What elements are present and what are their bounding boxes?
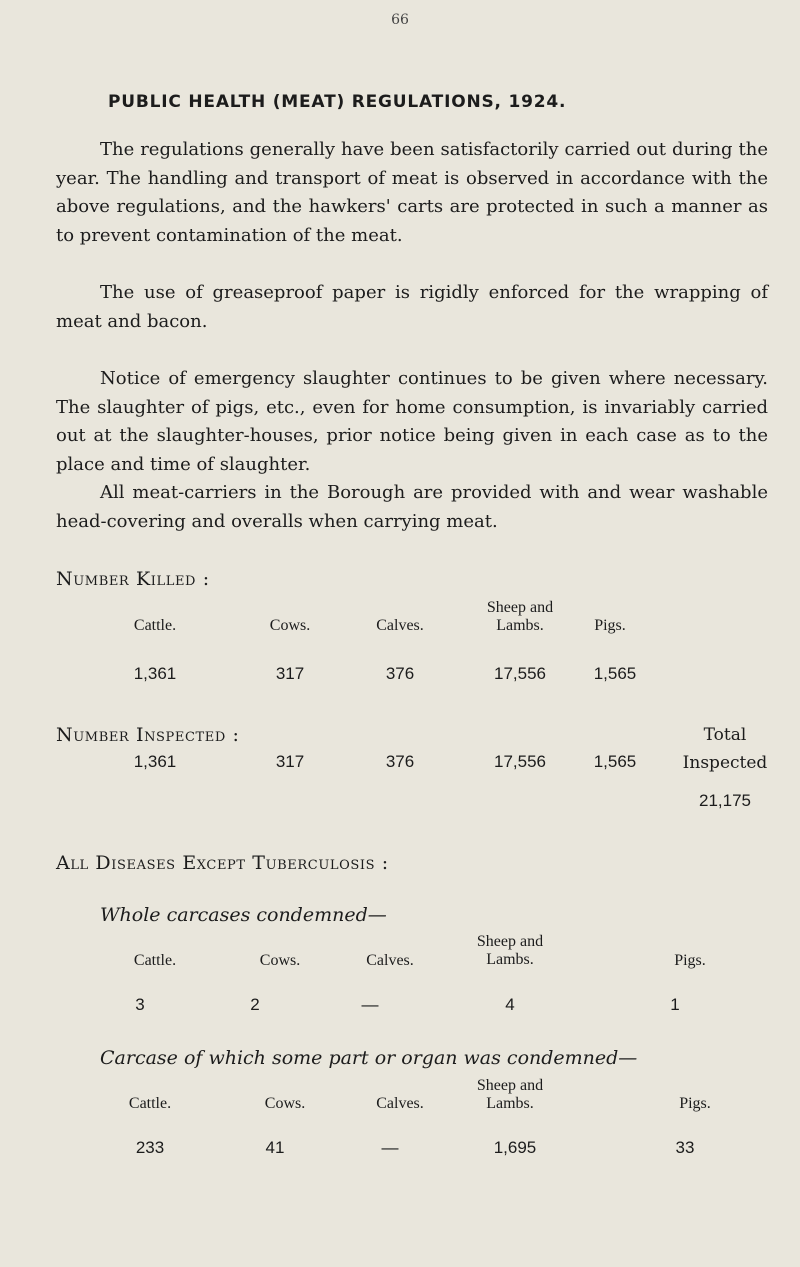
inspected-cattle: 1,361 (133, 752, 177, 771)
total-label: Total (703, 725, 747, 745)
killed-sheep-lambs: 17,556 (494, 664, 546, 683)
total-inspected-value: 21,175 (699, 791, 751, 810)
part-calves: — (381, 1138, 399, 1157)
paragraph-meat-carriers: All meat-carriers in the Borough are provided with and wear washable head-covering and overalls when carrying meat. (56, 482, 768, 532)
part-header-cattle: Cattle. (128, 1095, 172, 1112)
whole-cows: 2 (250, 995, 260, 1014)
part-cattle: 233 (135, 1138, 165, 1157)
whole-calves: — (361, 995, 379, 1014)
whole-cattle: 3 (135, 995, 145, 1014)
header-sheep-lambs: Sheep and Lambs. (486, 599, 554, 634)
whole-sheep-lambs: 4 (505, 995, 515, 1014)
header-cattle: Cattle. (133, 617, 177, 634)
header-cows: Cows. (269, 617, 311, 634)
whole-header-cows: Cows. (259, 952, 301, 969)
whole-pigs: 1 (670, 995, 680, 1014)
whole-carcases-title: Whole carcases condemned— (100, 904, 387, 926)
inspected-label: Inspected (682, 753, 768, 773)
part-header-pigs: Pigs. (679, 1095, 711, 1112)
part-sheep-lambs: 1,695 (493, 1138, 537, 1157)
killed-cattle: 1,361 (133, 664, 177, 683)
header-pigs: Pigs. (594, 617, 626, 634)
killed-calves: 376 (385, 664, 415, 683)
part-header-sheep-lambs: Sheep and Lambs. (476, 1077, 544, 1112)
part-header-cows: Cows. (264, 1095, 306, 1112)
header-calves: Calves. (376, 617, 424, 634)
whole-header-cattle: Cattle. (133, 952, 177, 969)
number-killed-title: Number Killed : (56, 568, 210, 590)
part-pigs: 33 (675, 1138, 695, 1157)
number-inspected-title: Number Inspected : (56, 724, 240, 746)
inspected-pigs: 1,565 (593, 752, 637, 771)
part-condemned-title: Carcase of which some part or organ was condemned— (100, 1047, 638, 1069)
killed-pigs: 1,565 (593, 664, 637, 683)
all-diseases-title: All Diseases Except Tuberculosis : (56, 852, 389, 874)
part-header-calves: Calves. (376, 1095, 424, 1112)
killed-cows: 317 (275, 664, 305, 683)
section-heading: PUBLIC HEALTH (MEAT) REGULATIONS, 1924. (108, 92, 567, 112)
whole-header-sheep-lambs: Sheep and Lambs. (476, 933, 544, 968)
paragraph-emergency: Notice of emergency slaughter continues to be given where necessary. The slaughter of pigs, etc., even for home consumption, is invariably carried out at the slaughter-houses, prior notice being given in each case as to the place and time of slaughter. (56, 368, 768, 475)
inspected-cows: 317 (275, 752, 305, 771)
inspected-calves: 376 (385, 752, 415, 771)
part-cows: 41 (265, 1138, 285, 1157)
whole-header-calves: Calves. (366, 952, 414, 969)
whole-header-pigs: Pigs. (674, 952, 706, 969)
paragraph-regulations: The regulations generally have been satisfactorily carried out during the year. The handling and transport of meat is observed in accordance with the above regulations, and the hawkers' carts are protected in such a manner as to prevent contamination of the meat. (56, 139, 768, 246)
inspected-sheep-lambs: 17,556 (494, 752, 546, 771)
paragraph-greaseproof: The use of greaseproof paper is rigidly enforced for the wrapping of meat and bacon. (56, 282, 768, 332)
page-number: 66 (391, 12, 409, 28)
